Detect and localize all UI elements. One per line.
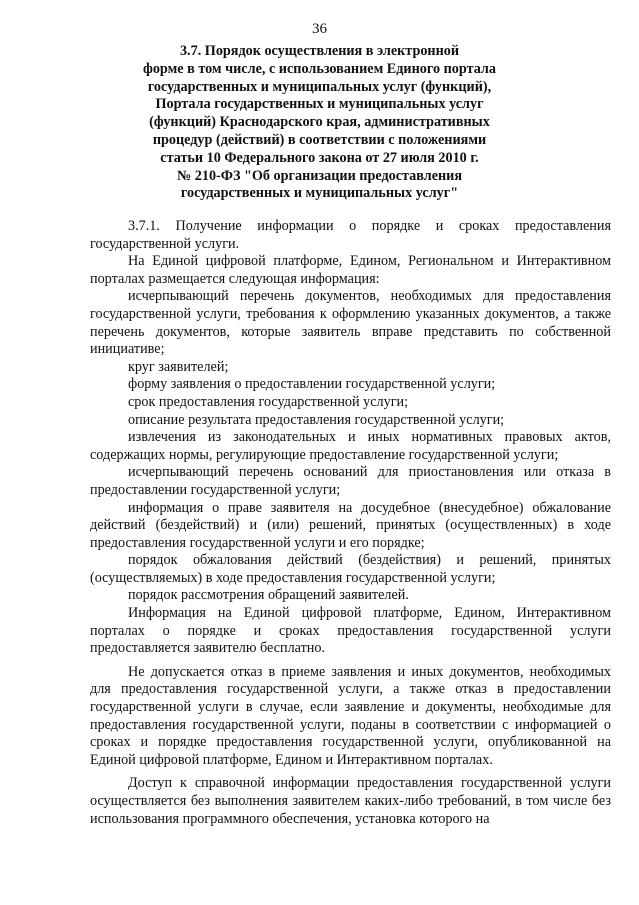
heading-line: 3.7. Порядок осуществления в электронной — [179, 43, 460, 59]
list-item: круг заявителей; — [128, 358, 229, 375]
list-item: порядок рассмотрения обращений заявителей. — [128, 587, 409, 604]
document-body — [90, 218, 611, 828]
heading-line: процедур (действий) в соответствии с положениями — [152, 131, 487, 148]
heading-line: (функций) Краснодарского края, административных — [149, 114, 490, 131]
heading-line: статьи 10 Федерального закона от 27 июля 2010 г. — [160, 149, 479, 166]
section-heading — [100, 43, 539, 203]
paragraph: На Единой цифровой платформе, Едином, Региональном и Интерактивном порталах размещается следующая информация: — [90, 253, 611, 287]
paragraph: Доступ к справочной информации предоставления государственной услуги осуществляется без выполнения заявителем каких-либо требований, в том числе без использования программного обеспечения, установка которого на — [90, 775, 611, 827]
paragraph: 3.7.1. Получение информации о порядке и сроках предоставления государственной услуги. — [90, 218, 611, 252]
list-item: информация о праве заявителя на досудебное (внесудебное) обжалование действий (бездействий) и (или) решений, принятых (осуществленных) в ходе предоставления государственной услуги и его порядке; — [90, 499, 611, 551]
heading-line: государственных и муниципальных услуг" — [180, 185, 459, 202]
heading-line: Портала государственных и муниципальных услуг — [155, 96, 484, 113]
list-item: порядок обжалования действий (бездействия) и решений, принятых (осуществляемых) в ходе предоставления государственной услуги; — [90, 552, 611, 586]
list-item: форму заявления о предоставлении государственной услуги; — [128, 376, 496, 393]
list-item: срок предоставления государственной услуги; — [128, 393, 409, 410]
list-item: описание результата предоставления государственной услуги; — [128, 411, 505, 428]
heading-line: государственных и муниципальных услуг (функций), — [147, 78, 492, 95]
list-item: исчерпывающий перечень оснований для приостановления или отказа в предоставлении государственной услуги; — [90, 464, 611, 498]
paragraph: Не допускается отказ в приеме заявления и иных документов, необходимых для предоставления государственной услуги, а также отказ в предоставлении государственной услуги в случае, если заявление и документы, необходимые для предоставления государственной услуги, поданы в соответствии с информацией о сроках и порядке предоставления государственной услуги, опубликованной на Единой цифровой платформе, Едином и Интерактивном порталах. — [90, 663, 611, 768]
list-item: извлечения из законодательных и иных нормативных правовых актов, содержащих нормы, регулирующие предоставление государственной услуги; — [90, 429, 611, 463]
heading-line: № 210-ФЗ "Об организации предоставления — [176, 167, 463, 184]
heading-line: форме в том числе, с использованием Единого портала — [143, 60, 496, 77]
page-number: 36 — [312, 21, 327, 37]
list-item: исчерпывающий перечень документов, необходимых для предоставления государственной услуги, требования к оформлению указанных документов, а также перечень документов, которые заявитель вправе представить по собственной инициативе; — [90, 288, 611, 358]
paragraph: Информация на Единой цифровой платформе, Едином, Интерактивном порталах о порядке и сроках предоставления государственной услуги предоставляется заявителю бесплатно. — [90, 605, 611, 657]
